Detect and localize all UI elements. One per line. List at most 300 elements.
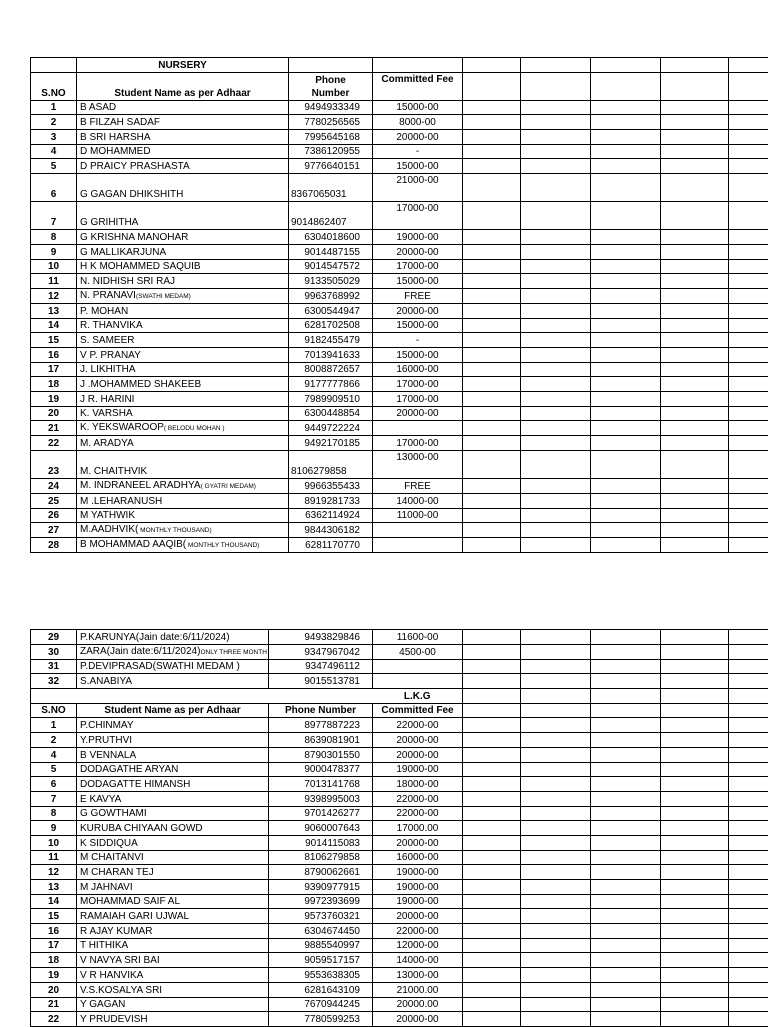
empty-cell <box>463 406 521 421</box>
sno-cell: 4 <box>31 747 77 762</box>
sno-cell: 29 <box>31 630 77 645</box>
student-name-cell <box>77 806 269 821</box>
table-row <box>31 538 768 553</box>
student-name-cell <box>77 288 289 303</box>
table-row <box>31 362 768 377</box>
fee-cell: - <box>373 333 463 348</box>
empty-cell <box>591 835 661 850</box>
phone-cell: 9398995003 <box>269 791 373 806</box>
student-name: N. PRANAVI <box>80 290 136 301</box>
empty-cell <box>729 377 768 392</box>
empty-cell <box>661 850 729 865</box>
empty-cell <box>661 762 729 777</box>
fee-cell: 19000-00 <box>373 230 463 245</box>
empty-cell <box>591 288 661 303</box>
student-name-cell <box>77 644 269 659</box>
student-name: RAMAIAH GARI UJWAL <box>80 911 189 922</box>
student-name: M. ARADYA <box>80 438 134 449</box>
sno-cell: 8 <box>31 230 77 245</box>
phone-cell: 6281170770 <box>289 538 373 553</box>
empty-cell <box>729 909 768 924</box>
empty-cell <box>463 791 521 806</box>
student-name: K. YEKSWAROOP <box>80 422 164 433</box>
empty-cell <box>463 733 521 748</box>
empty-cell <box>729 144 768 159</box>
sno-cell: 13 <box>31 880 77 895</box>
phone-cell: 7013141768 <box>269 777 373 792</box>
student-name-cell <box>77 100 289 115</box>
sno-cell: 21 <box>31 421 77 436</box>
empty-cell <box>661 406 729 421</box>
table-row <box>31 436 768 451</box>
empty-cell <box>591 777 661 792</box>
empty-cell <box>661 821 729 836</box>
student-name-cell <box>77 406 289 421</box>
fee-cell: 11600-00 <box>373 630 463 645</box>
phone-cell: 9493829846 <box>269 630 373 645</box>
table-row <box>31 777 768 792</box>
student-name: H K MOHAMMED SAQUIB <box>80 261 201 272</box>
table-row <box>31 644 768 659</box>
phone-cell: 7670944245 <box>269 997 373 1012</box>
table-row <box>31 835 768 850</box>
empty-cell <box>463 538 521 553</box>
fee-cell: FREE <box>373 288 463 303</box>
student-name-cell <box>77 479 289 494</box>
sno-cell: 12 <box>31 865 77 880</box>
empty-cell <box>591 347 661 362</box>
empty-cell <box>591 406 661 421</box>
empty-cell <box>521 674 591 689</box>
table-row <box>31 1012 768 1027</box>
empty-cell <box>521 644 591 659</box>
sno-cell: 16 <box>31 924 77 939</box>
phone-cell: 7780256565 <box>289 115 373 130</box>
fee-cell: 20000.00 <box>373 997 463 1012</box>
empty-cell <box>521 747 591 762</box>
empty-cell <box>661 303 729 318</box>
fee-cell: 17000-00 <box>373 436 463 451</box>
table-row <box>31 244 768 259</box>
phone-cell: 9701426277 <box>269 806 373 821</box>
student-name: N. NIDHISH SRI RAJ <box>80 276 175 287</box>
empty-cell <box>521 421 591 436</box>
fee-cell: 15000-00 <box>373 274 463 289</box>
empty-cell <box>521 406 591 421</box>
empty-cell <box>729 100 768 115</box>
sno-cell: 11 <box>31 850 77 865</box>
phone-cell: 9014487155 <box>289 244 373 259</box>
empty-cell <box>591 159 661 174</box>
sno-cell: 17 <box>31 938 77 953</box>
lkg-rows <box>31 718 768 1026</box>
phone-cell: 9494933349 <box>289 100 373 115</box>
empty-cell <box>729 274 768 289</box>
table-row <box>31 130 768 145</box>
empty-cell <box>729 421 768 436</box>
phone-cell: 7989909510 <box>289 392 373 407</box>
empty-cell <box>521 718 591 733</box>
student-note: MONTHLY THOUSAND) <box>186 542 259 549</box>
student-name-cell <box>77 202 289 230</box>
empty-cell <box>521 880 591 895</box>
fee-cell: 16000-00 <box>373 850 463 865</box>
empty-cell <box>521 733 591 748</box>
fee-cell: 22000-00 <box>373 791 463 806</box>
table-row <box>31 674 768 689</box>
empty-cell <box>463 762 521 777</box>
student-name: J R. HARINI <box>80 394 134 405</box>
sno-cell: 22 <box>31 436 77 451</box>
empty-cell <box>463 938 521 953</box>
empty-cell <box>661 791 729 806</box>
empty-cell <box>463 909 521 924</box>
empty-cell <box>463 880 521 895</box>
student-name: S.ANABIYA <box>80 676 132 687</box>
empty-cell <box>591 924 661 939</box>
phone-cell: 9133505029 <box>289 274 373 289</box>
empty-cell <box>521 288 591 303</box>
student-name: B VENNALA <box>80 750 136 761</box>
empty-cell <box>521 865 591 880</box>
empty-cell <box>661 333 729 348</box>
phone-cell: 9844306182 <box>289 523 373 538</box>
empty-cell <box>463 318 521 333</box>
student-name-cell <box>77 865 269 880</box>
table-row <box>31 997 768 1012</box>
empty-cell <box>661 494 729 509</box>
empty-cell <box>729 130 768 145</box>
phone-cell: 9885540997 <box>269 938 373 953</box>
empty-cell <box>591 362 661 377</box>
student-name-cell <box>77 747 269 762</box>
nursery-rows <box>31 100 768 553</box>
table-row <box>31 144 768 159</box>
student-name: E KAVYA <box>80 794 121 805</box>
fee-cell: 14000-00 <box>373 953 463 968</box>
empty-cell <box>463 835 521 850</box>
empty-cell <box>521 115 591 130</box>
empty-cell <box>463 130 521 145</box>
sno-cell: 27 <box>31 523 77 538</box>
empty-cell <box>661 1012 729 1027</box>
fee-cell: 20000-00 <box>373 747 463 762</box>
phone-cell: 7013941633 <box>289 347 373 362</box>
empty-cell <box>661 392 729 407</box>
student-name-cell <box>77 318 289 333</box>
fee-cell: 8000-00 <box>373 115 463 130</box>
empty-cell <box>463 144 521 159</box>
sno-cell: 10 <box>31 259 77 274</box>
empty-cell <box>661 968 729 983</box>
empty-cell <box>521 508 591 523</box>
lkg-header-student-name: Student Name as per Adhaar <box>77 703 269 718</box>
empty-cell <box>591 318 661 333</box>
table-row <box>31 494 768 509</box>
phone-cell: 9000478377 <box>269 762 373 777</box>
sno-cell: 3 <box>31 130 77 145</box>
empty-cell <box>463 230 521 245</box>
table-row <box>31 953 768 968</box>
lkg-title: L.K.G <box>373 689 463 704</box>
table-row <box>31 377 768 392</box>
phone-cell: 9014862407 <box>289 202 373 230</box>
student-name: G GRIHITHA <box>80 217 138 228</box>
sno-cell: 1 <box>31 718 77 733</box>
student-name-cell <box>77 451 289 479</box>
fee-cell <box>373 421 463 436</box>
table-row <box>31 630 768 645</box>
student-name-cell <box>77 968 269 983</box>
empty-cell <box>729 259 768 274</box>
empty-cell <box>729 718 768 733</box>
phone-cell: 7995645168 <box>289 130 373 145</box>
empty-cell <box>661 894 729 909</box>
table-row <box>31 791 768 806</box>
empty-cell <box>463 392 521 407</box>
student-name-cell <box>77 924 269 939</box>
empty-cell <box>591 747 661 762</box>
fee-cell: 19000-00 <box>373 762 463 777</box>
fee-cell: 17000-00 <box>373 259 463 274</box>
empty-cell <box>591 982 661 997</box>
sno-cell: 16 <box>31 347 77 362</box>
empty-cell <box>591 791 661 806</box>
table-row <box>31 894 768 909</box>
student-name: S. SAMEER <box>80 335 134 346</box>
empty-cell <box>591 644 661 659</box>
empty-cell <box>463 982 521 997</box>
student-name: J. LIKHITHA <box>80 364 136 375</box>
empty-cell <box>521 244 591 259</box>
table-row <box>31 174 768 202</box>
empty-cell <box>521 894 591 909</box>
phone-cell: 7780599253 <box>269 1012 373 1027</box>
phone-cell: 8790301550 <box>269 747 373 762</box>
table-row <box>31 762 768 777</box>
sno-cell: 15 <box>31 333 77 348</box>
phone-cell: 6304018600 <box>289 230 373 245</box>
fee-cell: 20000-00 <box>373 244 463 259</box>
student-name: R AJAY KUMAR <box>80 926 152 937</box>
table-row <box>31 479 768 494</box>
empty-cell <box>591 674 661 689</box>
student-name: M CHAITANVI <box>80 852 144 863</box>
empty-cell <box>661 479 729 494</box>
empty-cell <box>591 377 661 392</box>
empty-cell <box>729 436 768 451</box>
empty-cell <box>591 333 661 348</box>
empty-cell <box>661 274 729 289</box>
sno-cell: 8 <box>31 806 77 821</box>
empty-cell <box>463 303 521 318</box>
empty-cell <box>661 733 729 748</box>
lkg-header-phone: Phone Number <box>269 703 373 718</box>
empty-cell <box>463 523 521 538</box>
fee-cell: 15000-00 <box>373 347 463 362</box>
empty-cell <box>661 982 729 997</box>
fee-cell: 4500-00 <box>373 644 463 659</box>
table-row <box>31 202 768 230</box>
empty-cell <box>463 494 521 509</box>
student-name: K SIDDIQUA <box>80 838 138 849</box>
fee-cell: 13000-00 <box>373 451 463 479</box>
phone-cell: 6281643109 <box>269 982 373 997</box>
fee-cell <box>373 538 463 553</box>
phone-cell: 9972393699 <box>269 894 373 909</box>
empty-cell <box>463 821 521 836</box>
empty-cell <box>463 806 521 821</box>
empty-cell <box>521 494 591 509</box>
empty-cell <box>521 274 591 289</box>
empty-cell <box>661 508 729 523</box>
student-name-cell <box>77 508 289 523</box>
phone-cell: 9390977915 <box>269 880 373 895</box>
student-name: M CHARAN TEJ <box>80 867 154 878</box>
fee-cell: 20000-00 <box>373 406 463 421</box>
empty-cell <box>521 303 591 318</box>
table-row <box>31 821 768 836</box>
phone-cell: 9963768992 <box>289 288 373 303</box>
phone-cell: 8919281733 <box>289 494 373 509</box>
student-name-cell <box>77 674 269 689</box>
empty-cell <box>463 850 521 865</box>
student-name-cell <box>77 538 289 553</box>
table-row <box>31 865 768 880</box>
nursery-continued-rows <box>31 630 768 689</box>
empty-cell <box>521 909 591 924</box>
empty-cell <box>521 924 591 939</box>
student-name-cell <box>77 523 289 538</box>
empty-cell <box>661 244 729 259</box>
fee-cell: 15000-00 <box>373 318 463 333</box>
empty-cell <box>521 630 591 645</box>
empty-cell <box>661 144 729 159</box>
fee-cell: 14000-00 <box>373 494 463 509</box>
table-row <box>31 968 768 983</box>
empty-cell <box>463 968 521 983</box>
empty-cell <box>591 523 661 538</box>
empty-cell <box>591 894 661 909</box>
empty-cell <box>463 377 521 392</box>
empty-cell <box>463 115 521 130</box>
empty-cell <box>661 718 729 733</box>
table-row <box>31 451 768 479</box>
table-row <box>31 259 768 274</box>
phone-cell: 9014115083 <box>269 835 373 850</box>
empty-cell <box>591 968 661 983</box>
empty-cell <box>661 659 729 674</box>
empty-cell <box>661 362 729 377</box>
empty-cell <box>463 202 521 230</box>
empty-cell <box>591 144 661 159</box>
phone-cell: 9182455479 <box>289 333 373 348</box>
sno-cell: 7 <box>31 791 77 806</box>
phone-cell: 9014547572 <box>289 259 373 274</box>
student-name: V NAVYA SRI BAI <box>80 955 160 966</box>
empty-cell <box>729 508 768 523</box>
empty-cell <box>661 436 729 451</box>
phone-cell: 9060007643 <box>269 821 373 836</box>
sno-cell: 25 <box>31 494 77 509</box>
student-name: KURUBA CHIYAAN GOWD <box>80 823 203 834</box>
phone-cell: 8106279858 <box>269 850 373 865</box>
empty-cell <box>729 894 768 909</box>
student-name: B ASAD <box>80 102 116 113</box>
empty-cell <box>463 924 521 939</box>
empty-cell <box>521 479 591 494</box>
table-row <box>31 288 768 303</box>
empty-cell <box>521 333 591 348</box>
empty-cell <box>729 392 768 407</box>
empty-cell <box>463 333 521 348</box>
phone-cell: 6300544947 <box>289 303 373 318</box>
empty-cell <box>729 318 768 333</box>
empty-cell <box>729 523 768 538</box>
student-name-cell <box>77 230 289 245</box>
empty-cell <box>729 997 768 1012</box>
empty-cell <box>661 747 729 762</box>
empty-cell <box>591 100 661 115</box>
sno-cell: 18 <box>31 377 77 392</box>
fee-cell: 20000-00 <box>373 303 463 318</box>
empty-cell <box>729 777 768 792</box>
empty-cell <box>463 274 521 289</box>
sno-cell: 19 <box>31 968 77 983</box>
sno-cell: 4 <box>31 144 77 159</box>
fee-cell <box>373 659 463 674</box>
student-name: V R HANVIKA <box>80 970 143 981</box>
sno-cell: 14 <box>31 318 77 333</box>
table-row <box>31 274 768 289</box>
empty-cell <box>729 479 768 494</box>
empty-cell <box>591 421 661 436</box>
table-row <box>31 100 768 115</box>
empty-cell <box>661 451 729 479</box>
empty-cell <box>591 821 661 836</box>
student-name: D MOHAMMED <box>80 146 151 157</box>
student-name: R. THANVIKA <box>80 320 143 331</box>
student-name-cell <box>77 938 269 953</box>
phone-cell: 6362114924 <box>289 508 373 523</box>
table-row <box>31 850 768 865</box>
empty-cell <box>591 938 661 953</box>
fee-cell: 22000-00 <box>373 718 463 733</box>
student-name: G MALLIKARJUNA <box>80 247 166 258</box>
student-name-cell <box>77 791 269 806</box>
sno-cell: 18 <box>31 953 77 968</box>
table-row <box>31 982 768 997</box>
empty-cell <box>591 244 661 259</box>
phone-cell: 9492170185 <box>289 436 373 451</box>
student-name-cell <box>77 659 269 674</box>
fee-cell: 21000-00 <box>373 174 463 202</box>
empty-cell <box>729 347 768 362</box>
empty-cell <box>591 451 661 479</box>
student-name-cell <box>77 274 289 289</box>
empty-cell <box>521 777 591 792</box>
table-row <box>31 924 768 939</box>
student-note: (SWATHI MEDAM) <box>136 293 191 300</box>
empty-cell <box>729 288 768 303</box>
table-row <box>31 303 768 318</box>
fee-cell: 17000.00 <box>373 821 463 836</box>
student-name-cell <box>77 821 269 836</box>
empty-cell <box>591 659 661 674</box>
empty-cell <box>729 362 768 377</box>
student-name-cell <box>77 1012 269 1027</box>
sno-cell: 32 <box>31 674 77 689</box>
